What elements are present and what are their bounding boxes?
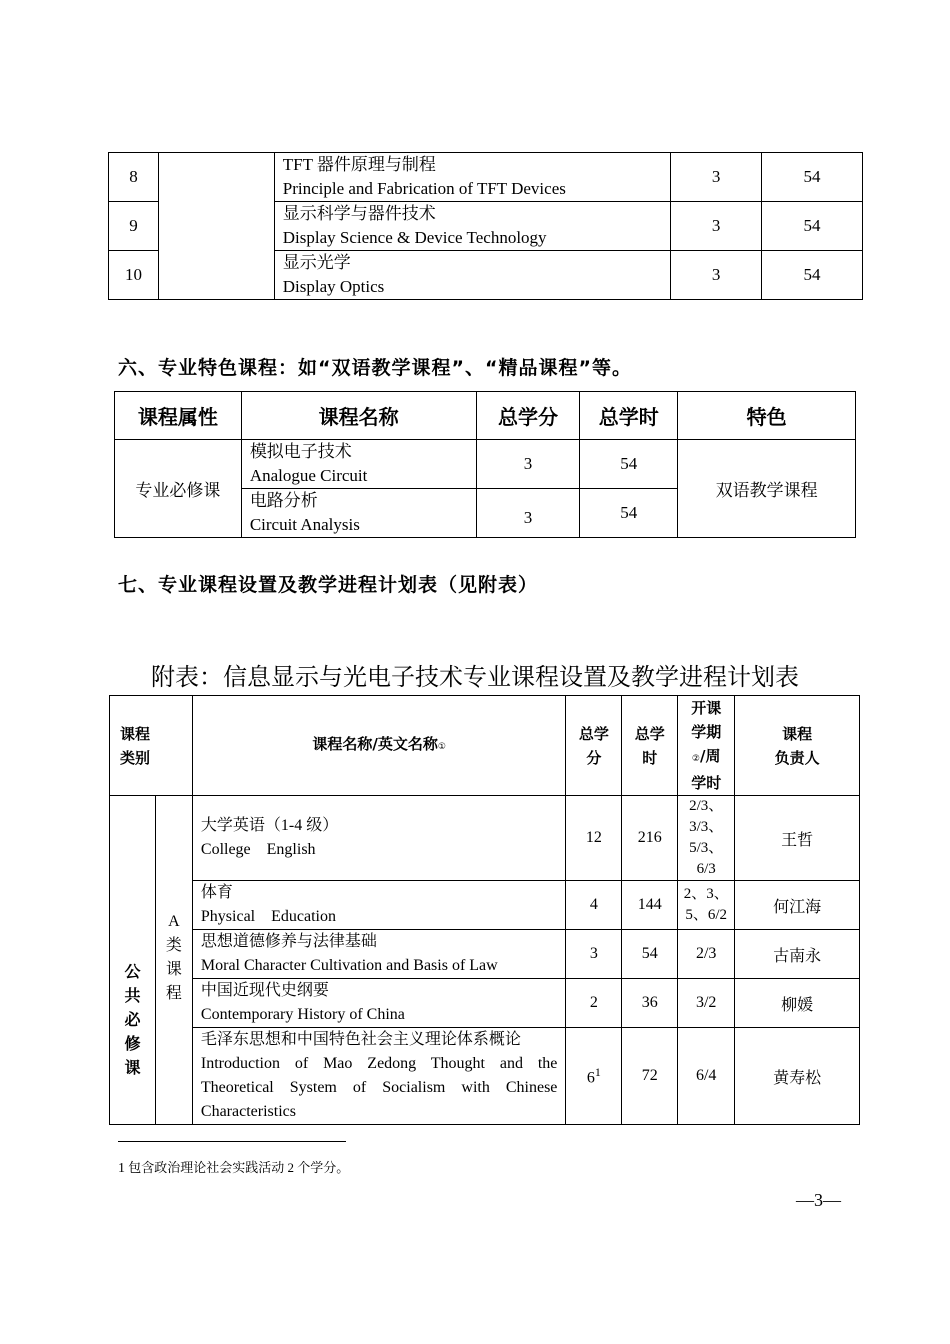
footnote-separator xyxy=(118,1141,346,1142)
header-hours: 总学时 xyxy=(580,392,678,440)
row-number: 9 xyxy=(109,202,159,251)
section-6-heading: 六、专业特色课程：如“双语教学课程”、“精品课程”等。 xyxy=(118,357,632,379)
header-owner: 课程 负责人 xyxy=(735,696,860,796)
credits: 2 xyxy=(566,979,622,1028)
header-credits: 总学 分 xyxy=(566,696,622,796)
term-weekly-hours: 6/4 xyxy=(678,1028,735,1125)
course-name xyxy=(192,930,566,979)
footnote-ref-2: ② xyxy=(691,754,700,764)
course-name xyxy=(274,202,671,251)
term-weekly-hours: 3/2 xyxy=(678,979,735,1028)
course-name-en: Display Optics xyxy=(282,277,385,296)
course-name-en: College English xyxy=(200,841,316,858)
header-credits: 总学分 xyxy=(476,392,580,440)
course-attribute: 专业必修课 xyxy=(115,440,242,538)
course-name xyxy=(192,881,566,930)
course-owner: 王哲 xyxy=(735,796,860,881)
course-name xyxy=(192,979,566,1028)
credits xyxy=(566,1028,622,1125)
curriculum-plan-table xyxy=(109,695,860,1125)
appendix-title: 附表：信息显示与光电子技术专业课程设置及教学进程计划表 xyxy=(151,663,799,691)
header-category: 课程 类别 xyxy=(110,696,193,796)
header-attr: 课程属性 xyxy=(115,392,242,440)
course-owner: 古南永 xyxy=(735,930,860,979)
credits: 12 xyxy=(566,796,622,881)
course-owner: 何江海 xyxy=(735,881,860,930)
course-name-en: Display Science & Device Technology xyxy=(282,228,547,247)
table-header-row xyxy=(110,696,860,796)
hours: 36 xyxy=(622,979,678,1028)
header-term-a: 开课 学期 xyxy=(691,699,722,741)
credits-value: 6 xyxy=(586,1069,595,1087)
course-name-en: Moral Character Cultivation and Basis of Law xyxy=(200,957,498,974)
course-name xyxy=(241,489,476,538)
footnote-text: 包含政治理论社会实践活动 2 个学分。 xyxy=(125,1160,350,1175)
footnote xyxy=(118,1157,349,1177)
hours: 54 xyxy=(762,202,863,251)
header-term xyxy=(678,696,735,796)
term-weekly-hours: 2、3、 5、6/2 xyxy=(678,881,735,930)
footnote-ref-1: ① xyxy=(437,742,446,752)
table-row xyxy=(110,881,860,930)
footnote-mark: 1 xyxy=(118,1161,125,1176)
table-row xyxy=(110,1028,860,1125)
credits: 3 xyxy=(671,251,762,300)
course-name xyxy=(274,153,671,202)
group-label: 公 共 必 修 课 xyxy=(110,796,156,1125)
course-feature: 双语教学课程 xyxy=(678,440,856,538)
course-owner: 黄寿松 xyxy=(735,1028,860,1125)
course-name-cn: 模拟电子技术 xyxy=(249,442,352,461)
hours: 54 xyxy=(580,489,678,538)
course-name-cn: 电路分析 xyxy=(249,491,318,510)
course-name-en: Contemporary History of China xyxy=(200,1006,405,1023)
course-name xyxy=(274,251,671,300)
table-row xyxy=(110,796,860,881)
course-name xyxy=(192,1028,566,1125)
table-header-row xyxy=(115,392,856,440)
credits: 3 xyxy=(671,202,762,251)
course-name-en: Circuit Analysis xyxy=(249,515,360,534)
credits: 3 xyxy=(476,489,580,538)
section-7-heading: 七、专业课程设置及教学进程计划表（见附表） xyxy=(118,574,539,596)
term-weekly-hours: 2/3、 3/3、 5/3、 6/3 xyxy=(678,796,735,881)
row-number: 8 xyxy=(109,153,159,202)
course-name-en: Principle and Fabrication of TFT Devices xyxy=(282,179,566,198)
header-feature: 特色 xyxy=(678,392,856,440)
course-name-en: Physical Education xyxy=(200,908,336,925)
course-name-cn: TFT 器件原理与制程 xyxy=(282,155,436,174)
hours: 54 xyxy=(580,440,678,489)
course-name-en: Analogue Circuit xyxy=(249,466,368,485)
course-name-cn: 大学英语（1-4 级） xyxy=(200,817,339,834)
hours: 54 xyxy=(622,930,678,979)
course-name-cn: 思想道德修养与法律基础 xyxy=(200,933,377,950)
course-name-cn: 毛泽东思想和中国特色社会主义理论体系概论 xyxy=(200,1031,521,1048)
course-name-en: Introduction of Mao Zedong Thought and the Theoretical System of Socialism with Chinese Characteristics xyxy=(200,1055,558,1120)
hours: 54 xyxy=(762,153,863,202)
featured-courses-table xyxy=(114,391,856,538)
course-name xyxy=(241,440,476,489)
credits: 3 xyxy=(671,153,762,202)
header-course-name xyxy=(192,696,566,796)
footnote-ref: 1 xyxy=(594,1064,601,1079)
table-row xyxy=(110,979,860,1028)
course-name-cn: 中国近现代史纲要 xyxy=(200,982,329,999)
page-number: —3— xyxy=(796,1190,841,1210)
course-name xyxy=(192,796,566,881)
table-row xyxy=(109,153,863,202)
course-name-cn: 显示光学 xyxy=(282,253,351,272)
hours: 144 xyxy=(622,881,678,930)
merged-category-cell xyxy=(158,153,274,300)
course-table-continued xyxy=(108,152,863,300)
header-name: 课程名称 xyxy=(241,392,476,440)
subgroup-label: A 类 课 程 xyxy=(155,796,192,1125)
credits: 3 xyxy=(476,440,580,489)
course-name-cn: 显示科学与器件技术 xyxy=(282,204,436,223)
table-row xyxy=(110,930,860,979)
table-row xyxy=(115,440,856,489)
credits: 4 xyxy=(566,881,622,930)
row-number: 10 xyxy=(109,251,159,300)
hours: 216 xyxy=(622,796,678,881)
hours: 54 xyxy=(762,251,863,300)
header-hours: 总学 时 xyxy=(622,696,678,796)
term-weekly-hours: 2/3 xyxy=(678,930,735,979)
course-name-cn: 体育 xyxy=(200,884,233,901)
header-term-b: /周 学时 xyxy=(691,747,722,792)
course-owner: 柳媛 xyxy=(735,979,860,1028)
credits: 3 xyxy=(566,930,622,979)
header-course-name-text: 课程名称/英文名称 xyxy=(312,735,438,753)
hours: 72 xyxy=(622,1028,678,1125)
